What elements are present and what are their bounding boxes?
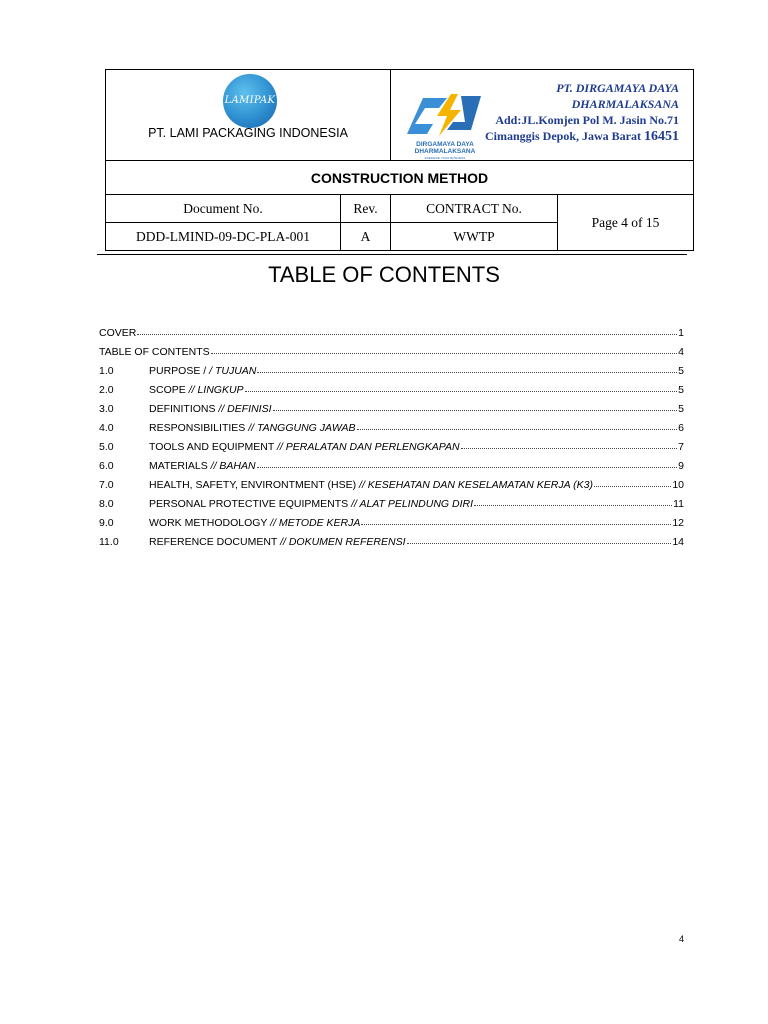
toc-entry-reference-document[interactable] bbox=[99, 529, 684, 548]
toc-page-number: 14 bbox=[672, 536, 684, 548]
toc-label: MATERIALS // BAHAN bbox=[149, 460, 256, 472]
footer-page-number: 4 bbox=[679, 934, 685, 944]
toc-leader bbox=[361, 524, 671, 525]
toc-section-number: 4.0 bbox=[99, 422, 114, 434]
toc-page-number: 9 bbox=[678, 460, 684, 472]
toc-label: WORK METHODOLOGY // METODE KERJA bbox=[149, 517, 361, 529]
toc-entry-materials[interactable] bbox=[99, 453, 684, 472]
toc-label: TABLE OF CONTENTS bbox=[99, 346, 210, 358]
toc-page-number: 5 bbox=[678, 384, 684, 396]
toc-label: REFERENCE DOCUMENT // DOKUMEN REFERENSI bbox=[149, 536, 406, 548]
toc-page-number: 5 bbox=[678, 403, 684, 415]
toc-section-number: 6.0 bbox=[99, 460, 114, 472]
toc-page-number: 11 bbox=[673, 498, 684, 510]
document-no-header: Document No. bbox=[106, 195, 341, 223]
toc-leader bbox=[594, 486, 671, 487]
toc-entry-purpose[interactable] bbox=[99, 358, 684, 377]
toc-label: SCOPE // LINGKUP bbox=[149, 384, 244, 396]
toc-entry-tools-and-equipment[interactable] bbox=[99, 434, 684, 453]
toc-label: RESPONSIBILITIES // TANGGUNG JAWAB bbox=[149, 422, 356, 434]
rev-header: Rev. bbox=[341, 195, 391, 223]
client-logo-cell bbox=[106, 70, 391, 161]
toc-section-number: 9.0 bbox=[99, 517, 114, 529]
contractor-logo-wordmark: DIRGAMAYA DAYA DHARMALAKSANA bbox=[414, 141, 476, 155]
toc-section-number: 3.0 bbox=[99, 403, 114, 415]
rev-value: A bbox=[341, 223, 391, 251]
toc-page-number: 1 bbox=[678, 327, 684, 339]
toc-section-number: 2.0 bbox=[99, 384, 114, 396]
contractor-zip: 16451 bbox=[644, 129, 679, 144]
toc-label: HEALTH, SAFETY, ENVIRONTMENT (HSE) // KESEHATAN DAN KESELAMATAN KERJA (K3) bbox=[149, 479, 593, 491]
toc-page-number: 6 bbox=[678, 422, 684, 434]
toc-entry-table-of-contents[interactable] bbox=[99, 339, 684, 358]
toc-title: TABLE OF CONTENTS bbox=[268, 262, 500, 287]
toc-entry-responsibilities[interactable] bbox=[99, 415, 684, 434]
toc-leader bbox=[461, 448, 678, 449]
contract-no-value: WWTP bbox=[391, 223, 558, 251]
toc-entry-ppe[interactable] bbox=[99, 491, 684, 510]
contractor-name-line1: PT. DIRGAMAYA DAYA bbox=[556, 81, 679, 95]
lamipak-logo-icon: LAMIPAK bbox=[223, 74, 277, 128]
toc-page-number: 7 bbox=[678, 441, 684, 453]
contract-no-header: CONTRACT No. bbox=[391, 195, 558, 223]
toc-leader bbox=[407, 543, 672, 544]
toc-entry-work-methodology[interactable] bbox=[99, 510, 684, 529]
toc-leader bbox=[474, 505, 672, 506]
client-company-name: PT. LAMI PACKAGING INDONESIA bbox=[148, 126, 348, 140]
dirgamaya-logo-icon bbox=[403, 90, 487, 140]
toc-entry-definitions[interactable] bbox=[99, 396, 684, 415]
toc-label: TOOLS AND EQUIPMENT // PERALATAN DAN PERLENGKAPAN bbox=[149, 441, 460, 453]
contractor-address-line2 bbox=[485, 128, 679, 145]
toc-page-number: 5 bbox=[678, 365, 684, 377]
toc-label: PURPOSE / / TUJUAN bbox=[149, 365, 257, 377]
contractor-logo-tagline: ENERGIZE YOUR BUSINESS bbox=[424, 156, 466, 160]
toc-leader bbox=[245, 391, 678, 392]
page-info: Page 4 of 15 bbox=[558, 195, 694, 251]
toc-section-number: 11.0 bbox=[99, 536, 119, 548]
toc-label: DEFINITIONS // DEFINISI bbox=[149, 403, 272, 415]
toc-entry-cover[interactable] bbox=[99, 320, 684, 339]
toc-leader bbox=[137, 334, 677, 335]
toc-label: PERSONAL PROTECTIVE EQUIPMENTS // ALAT PELINDUNG DIRI bbox=[149, 498, 474, 510]
header-divider bbox=[97, 254, 687, 255]
document-header-table bbox=[105, 69, 694, 251]
toc-entry-scope[interactable] bbox=[99, 377, 684, 396]
contractor-address-line1: Add:JL.Komjen Pol M. Jasin No.71 bbox=[495, 113, 679, 127]
toc-page-number: 12 bbox=[672, 517, 684, 529]
toc-leader bbox=[211, 353, 678, 354]
contractor-city: Cimanggis Depok, Jawa Barat bbox=[484, 129, 641, 143]
toc-section-number: 7.0 bbox=[99, 479, 114, 491]
document-no-value: DDD-LMIND-09-DC-PLA-001 bbox=[106, 223, 341, 251]
toc-page-number: 10 bbox=[672, 479, 684, 491]
toc-section-number: 8.0 bbox=[99, 498, 114, 510]
toc-leader bbox=[257, 372, 677, 373]
contractor-name-line2: DHARMALAKSANA bbox=[571, 97, 679, 111]
toc-leader bbox=[257, 467, 678, 468]
contractor-address-block bbox=[485, 80, 679, 145]
toc-label: COVER bbox=[99, 327, 137, 339]
toc-section-number: 5.0 bbox=[99, 441, 114, 453]
toc-leader bbox=[273, 410, 678, 411]
contractor-logo-cell bbox=[391, 70, 694, 161]
toc-page-number: 4 bbox=[678, 346, 684, 358]
toc-entry-hse[interactable] bbox=[99, 472, 684, 491]
toc-leader bbox=[357, 429, 678, 430]
document-title: CONSTRUCTION METHOD bbox=[106, 161, 694, 195]
table-of-contents bbox=[99, 320, 684, 548]
toc-section-number: 1.0 bbox=[99, 365, 114, 377]
